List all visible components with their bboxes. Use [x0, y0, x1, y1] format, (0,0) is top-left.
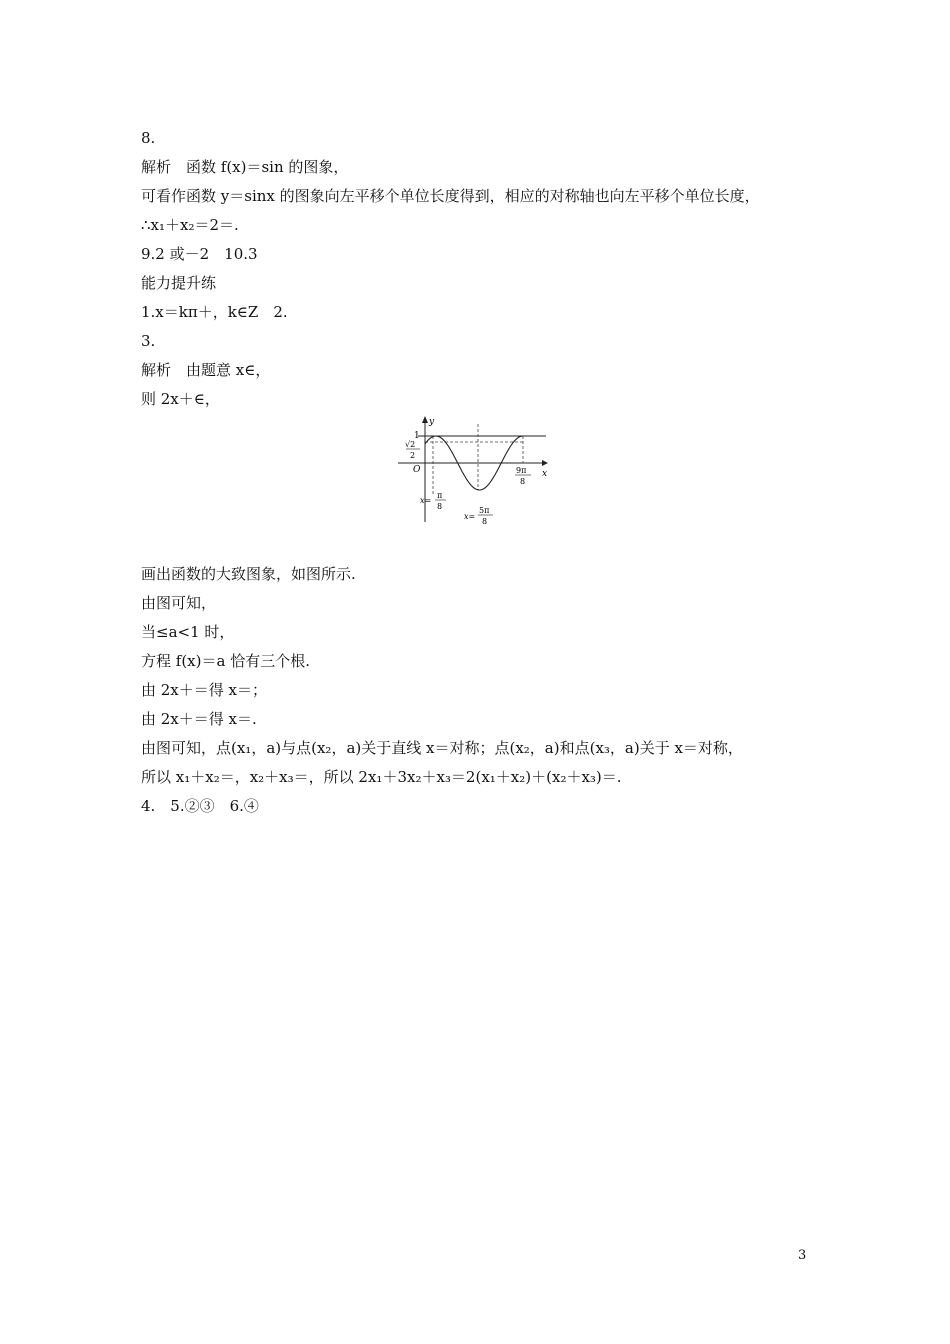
page-number: 3: [798, 1248, 807, 1263]
function-graph-figure: [141, 414, 831, 560]
sine-graph: [396, 414, 556, 526]
label-pi: π: [437, 491, 443, 500]
text-line: 8.: [141, 129, 156, 147]
y-axis-arrow: [422, 416, 428, 423]
text-line: 由 2x＋＝得 x＝.: [141, 710, 257, 728]
label-sqrt2: √2: [405, 440, 416, 449]
label-5pi-den: 8: [482, 517, 488, 526]
x-axis-arrow: [542, 460, 548, 466]
text-line: 可看作函数 y＝sinx 的图象向左平移个单位长度得到，相应的对称轴也向左平移个单位长度，: [141, 187, 760, 205]
text-line: 1.x＝kπ＋，k∈Z 2.: [141, 303, 288, 321]
text-line: ∴x₁＋x₂＝2＝.: [141, 216, 239, 234]
origin-label: O: [413, 465, 421, 475]
section-heading: 能力提升练: [141, 274, 217, 292]
x-axis-label: x: [542, 469, 548, 479]
text-line: 则 2x＋∈，: [141, 390, 220, 408]
label-9pi: 9π: [516, 466, 527, 475]
text-line: 3.: [141, 332, 156, 350]
text-line: 画出函数的大致图象，如图所示.: [141, 565, 356, 583]
text-line: 由图可知，点(x₁，a)与点(x₂，a)关于直线 x＝对称；点(x₂，a)和点(x₃，a)关于 x＝对称，: [141, 739, 743, 757]
text-line: 由 2x＋＝得 x＝；: [141, 681, 267, 699]
label-9pi-den: 8: [520, 477, 526, 486]
text-line: 解析 由题意 x∈，: [141, 361, 271, 379]
document-body: [141, 124, 831, 821]
label-x-eq: x=: [464, 512, 476, 521]
label-x-eq: x=: [420, 496, 432, 505]
label-5pi: 5π: [479, 506, 490, 515]
text-line: 解析 函数 f(x)＝sin 的图象，: [141, 158, 349, 176]
text-line: 9.2 或－2 10.3: [141, 245, 258, 263]
label-one: 1: [414, 431, 420, 441]
y-axis-label: y: [429, 417, 435, 427]
label-pi-den: 8: [437, 502, 443, 511]
text-line: 当≤a<1 时，: [141, 623, 235, 641]
label-sqrt2-den: 2: [410, 451, 416, 460]
text-line: 所以 x₁＋x₂＝，x₂＋x₃＝，所以 2x₁＋3x₂＋x₃＝2(x₁＋x₂)＋(x₂＋x₃)＝.: [141, 768, 622, 786]
text-line: 方程 f(x)＝a 恰有三个根.: [141, 652, 310, 670]
text-line: 4. 5.②③ 6.④: [141, 797, 259, 815]
text-line: 由图可知，: [141, 594, 217, 612]
